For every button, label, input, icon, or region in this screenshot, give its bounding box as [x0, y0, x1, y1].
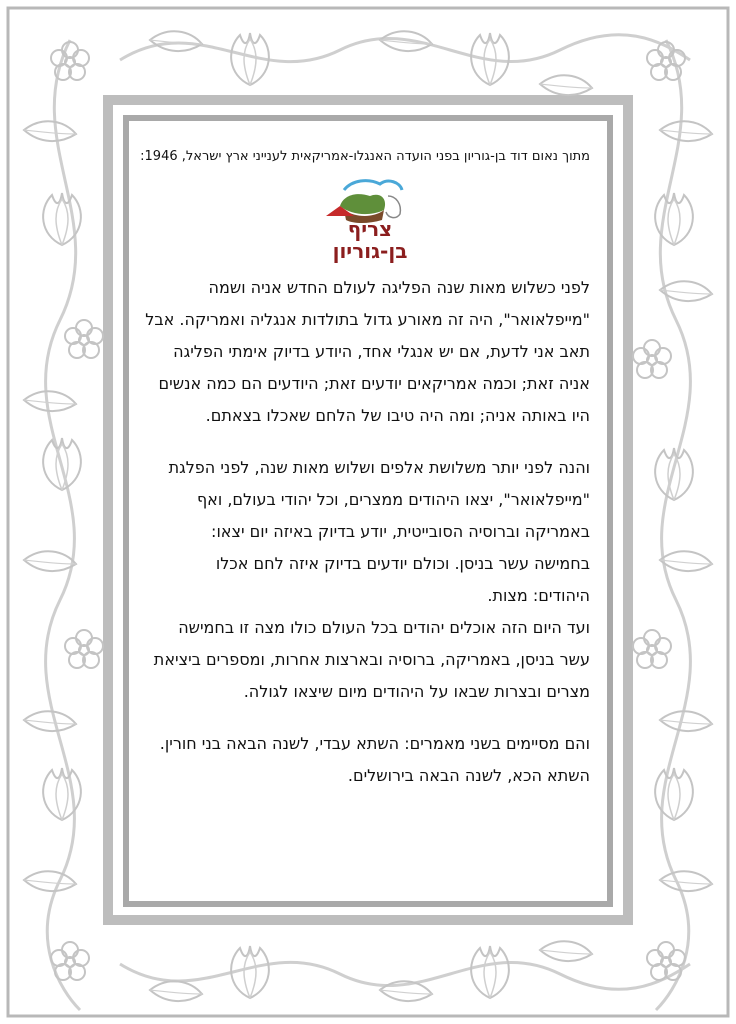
paragraph-line: מצרים ובצרות שבאו על היהודים מיום שיצאו לגולה.	[243, 682, 590, 701]
paragraph-line: והם מסיימים בשני מאמרים: השתא עבדי, לשנה הבאה בני חורין.	[159, 734, 590, 753]
paragraph-line: עשר בניסן, באמריקה, ברוסיה ובארצות אחרות, ומספרים ביציאת	[153, 650, 590, 669]
paragraph-line: באמריקה וברוסיה הסובייטית, יודע בדיוק באיזה יום יצאו:	[211, 522, 590, 541]
paragraph-line: אניה זאת; וכמה אמריקאים יודעים זאת; היודעים הם כמה אנשים	[158, 374, 590, 393]
paragraph-3	[150, 728, 590, 792]
speech-source-intro: מתוך נאום דוד בן-גוריון בפני הועדה האנגלו-אמריקאית לענייני ארץ ישראל, 1946:	[140, 149, 590, 164]
paragraph-1	[145, 272, 590, 432]
paragraph-line: היו באותה אניה; ומה היה טיבו של הלחם שאכלו בצאתם.	[205, 406, 590, 425]
ben-gurion-hut-logo	[322, 176, 418, 268]
document-body	[140, 140, 590, 792]
paragraph-line: בחמישה עשר בניסן. וכולם יודעים בדיוק איזה לחם אכלו	[215, 554, 590, 573]
paragraph-line: היהודים: מצות.	[487, 586, 590, 605]
paragraph-line: "מייפלאואר", יצאו היהודים ממצרים, וכל יהודי בעולם, ואף	[196, 490, 590, 509]
paragraph-line: "מייפלאואר", היה זה מאורע גדול בתולדות אנגליה ואמריקה. אבל	[145, 310, 590, 329]
paragraph-line: לפני כשלוש מאות שנה הפליגה לעולם החדש אניה ושמה	[208, 278, 590, 297]
paragraph-line: השתא הכא, לשנה הבאה בירושלים.	[347, 766, 590, 785]
paragraph-line: תאב אני לדעת, אם יש אנגלי אחד, היודע בדיוק אימתי הפליגה	[173, 342, 590, 361]
paragraph-line: ועד היום הזה אוכלים יהודים בכל העולם כולו מצה זו בחמישה	[178, 618, 590, 637]
paragraph-2	[150, 452, 590, 708]
logo-text-line2: בן-גוריון	[332, 239, 408, 263]
paragraph-line: והנה לפני יותר משלושת אלפים ושלוש מאות שנה, לפני הפלגת	[168, 458, 590, 477]
logo-text-line1: צריף	[347, 217, 393, 241]
